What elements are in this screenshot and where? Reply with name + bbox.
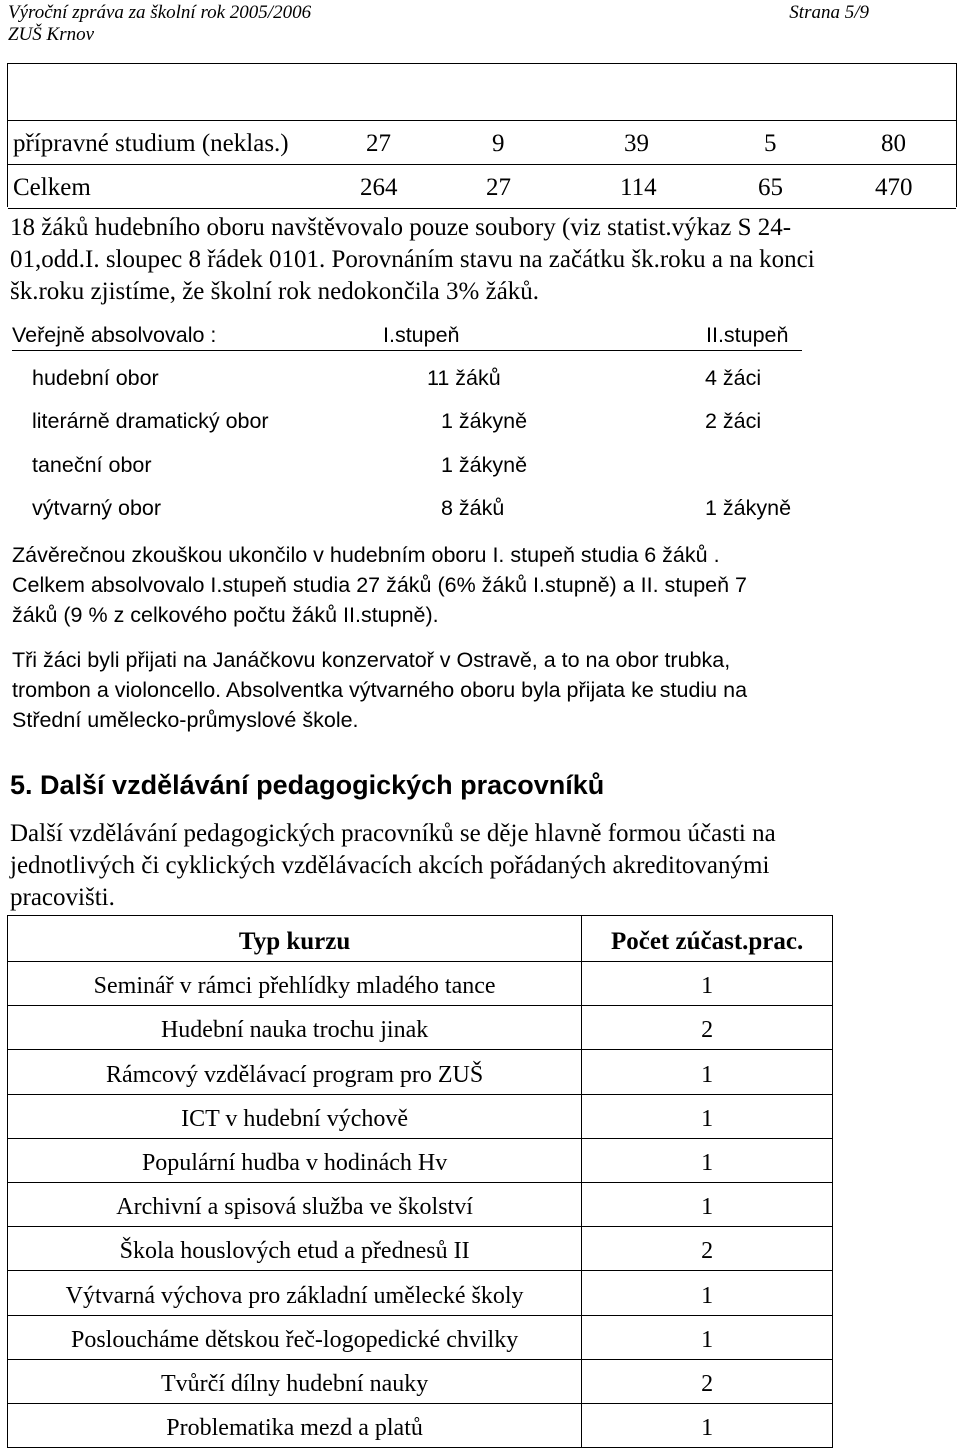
table-cell: 39 (624, 130, 649, 157)
table-row (8, 64, 956, 121)
table-row (8, 1182, 833, 1226)
table-row (8, 1271, 833, 1315)
course-count: 1 (582, 1315, 833, 1359)
table-header-row (8, 916, 833, 962)
table-cell: 264 (360, 174, 398, 201)
course-name: Hudební nauka trochu jinak (8, 1006, 582, 1050)
paragraph-line: 01,odd.I. sloupec 8 řádek 0101. Porovnáním stavu na začátku šk.roku a na konci (10, 246, 815, 273)
graduates-s2: 2 žáci (705, 409, 762, 433)
course-count: 1 (582, 1403, 833, 1447)
table-cell: 5 (764, 130, 777, 157)
paragraph-line: pracovišti. (10, 884, 115, 911)
table-row (8, 1359, 833, 1403)
course-name: ICT v hudební výchově (8, 1094, 582, 1138)
graduates-s1: 1 žákyně (441, 453, 528, 477)
table-row (8, 962, 833, 1006)
course-name: Výtvarná výchova pro základní umělecké školy (8, 1271, 582, 1315)
table-row (8, 1050, 833, 1094)
col-header-course: Typ kurzu (8, 916, 582, 962)
graduates-obor: výtvarný obor (32, 496, 162, 520)
course-count: 2 (582, 1227, 833, 1271)
paragraph-line: Tři žáci byli přijati na Janáčkovu konzervatoř v Ostravě, a to na obor trubka, (12, 648, 731, 672)
graduates-s2: 4 žáci (705, 366, 762, 390)
table-row (8, 1006, 833, 1050)
table-row (8, 120, 956, 165)
paragraph-line: Celkem absolvovalo I.stupeň studia 27 žáků (6% žáků I.stupně) a II. stupeň 7 (12, 573, 747, 597)
school-name: ZUŠ Krnov (8, 24, 95, 45)
table-cell: 80 (881, 130, 906, 157)
paragraph-line: jednotlivých či cyklických vzdělávacích akcích pořádaných akreditovanými (10, 852, 770, 879)
paragraph-line: Další vzdělávání pedagogických pracovníků se děje hlavně formou účasti na (10, 820, 776, 847)
paragraph-line: Závěrečnou zkouškou ukončilo v hudebním oboru I. stupeň studia 6 žáků . (12, 543, 720, 567)
course-name: Rámcový vzdělávací program pro ZUŠ (8, 1050, 582, 1094)
table-cell: 27 (486, 174, 511, 201)
table-row (8, 1227, 833, 1271)
table-cell: 114 (620, 174, 657, 201)
paragraph-line: trombon a violoncello. Absolventka výtvarného oboru byla přijata ke studiu na (12, 678, 748, 702)
course-count: 1 (582, 1182, 833, 1226)
table-row (8, 1138, 833, 1182)
table-cell-label: Celkem (13, 174, 91, 201)
course-count: 1 (582, 1271, 833, 1315)
stats-table (7, 63, 957, 207)
course-count: 2 (582, 1006, 833, 1050)
graduates-s1: 1 žákyně (441, 409, 528, 433)
graduates-obor: literárně dramatický obor (32, 409, 269, 433)
graduates-heading: Veřejně absolvovalo : (12, 323, 217, 347)
table-row (8, 1315, 833, 1359)
table-cell-label: přípravné studium (neklas.) (13, 130, 289, 157)
graduates-col1: I.stupeň (383, 323, 460, 347)
course-count: 1 (582, 1138, 833, 1182)
graduates-col2: II.stupeň (706, 323, 789, 347)
col-header-count: Počet zúčast.prac. (582, 916, 833, 962)
course-count: 1 (582, 1094, 833, 1138)
graduates-obor: taneční obor (32, 453, 152, 477)
course-count: 1 (582, 1050, 833, 1094)
table-cell: 9 (492, 130, 505, 157)
table-cell: 65 (758, 174, 783, 201)
report-title: Výroční zpráva za školní rok 2005/2006 (8, 2, 312, 23)
paragraph-line: šk.roku zjistíme, že školní rok nedokončila 3% žáků. (10, 278, 540, 305)
course-count: 1 (582, 962, 833, 1006)
divider (12, 350, 802, 351)
course-name: Problematika mezd a platů (8, 1403, 582, 1447)
section-heading: 5. Další vzdělávání pedagogických pracovníků (10, 770, 605, 800)
table-row (8, 1403, 833, 1447)
paragraph-line: Střední umělecko-průmyslové škole. (12, 708, 359, 732)
graduates-s1: 11 žáků (427, 366, 501, 390)
table-cell: 27 (366, 130, 391, 157)
graduates-s1: 8 žáků (441, 496, 505, 520)
paragraph-line: žáků (9 % z celkového počtu žáků II.stupně). (12, 603, 439, 627)
page-number: Strana 5/9 (789, 2, 869, 23)
paragraph-line: 18 žáků hudebního oboru navštěvovalo pouze soubory (viz statist.výkaz S 24- (10, 214, 792, 241)
graduates-obor: hudební obor (32, 366, 159, 390)
course-name: Seminář v rámci přehlídky mladého tance (8, 962, 582, 1006)
table-row (8, 164, 956, 209)
course-count: 2 (582, 1359, 833, 1403)
table-cell: 470 (875, 174, 913, 201)
course-name: Tvůrčí dílny hudební nauky (8, 1359, 582, 1403)
course-name: Archivní a spisová služba ve školství (8, 1182, 582, 1226)
course-name: Posloucháme dětskou řeč-logopedické chvilky (8, 1315, 582, 1359)
courses-table (7, 915, 833, 1448)
course-name: Škola houslových etud a přednesů II (8, 1227, 582, 1271)
table-row (8, 1094, 833, 1138)
course-name: Populární hudba v hodinách Hv (8, 1138, 582, 1182)
graduates-s2: 1 žákyně (705, 496, 792, 520)
